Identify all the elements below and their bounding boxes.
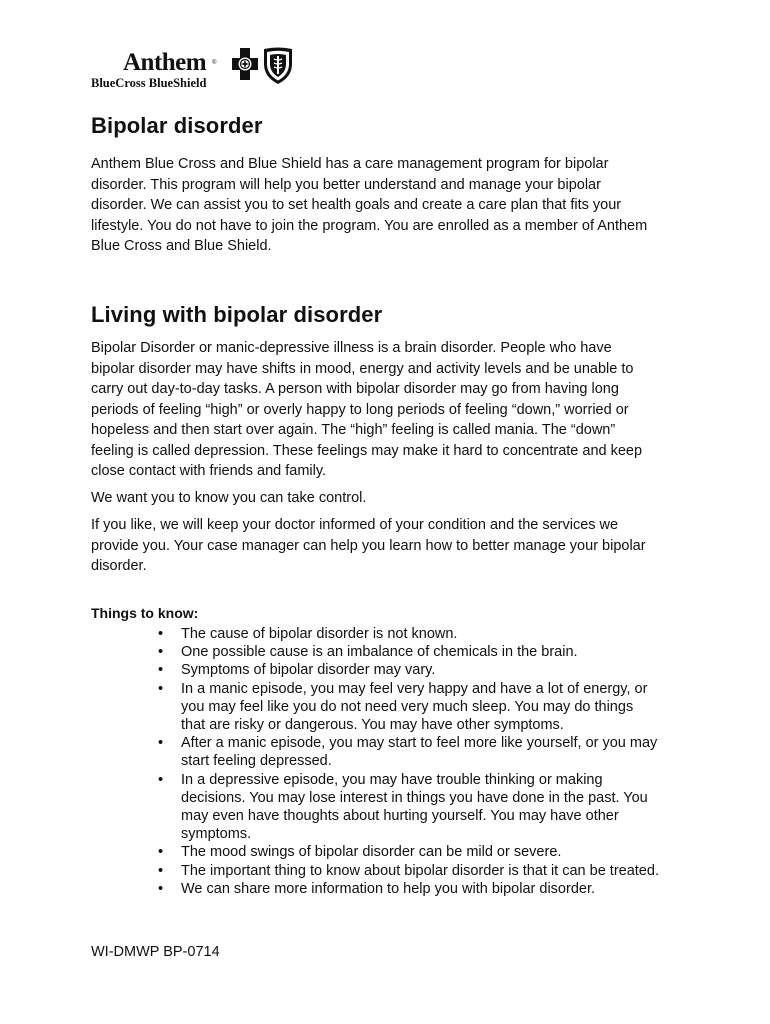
text-line: One possible cause is an imbalance of chemicals in the brain. xyxy=(181,644,578,661)
text-line: disorder. We can assist you to set health goals and create a care plan that fits your xyxy=(91,197,622,213)
living-paragraph-1 xyxy=(91,338,691,482)
text-line: that are risky or dangerous. You may have other symptoms. xyxy=(181,717,564,734)
list-item xyxy=(155,680,695,735)
text-line: symptoms. xyxy=(181,826,252,843)
text-line: start feeling depressed. xyxy=(181,753,332,770)
list-item xyxy=(155,843,695,861)
living-paragraph-2 xyxy=(91,488,691,509)
text-line: hopeless and then start over again. The “high” feeling is called mania. The “down” xyxy=(91,422,616,438)
section-title: Living with bipolar disorder xyxy=(91,302,383,327)
text-line: feeling is called depression. These feelings may make it hard to concentrate and keep xyxy=(91,442,643,459)
bullet-icon: • xyxy=(158,735,164,752)
text-line: disorder. This program will help you better understand and manage your bipolar xyxy=(91,176,601,193)
blue-shield-icon xyxy=(262,46,294,86)
list-item xyxy=(155,734,695,770)
text-line: We can share more information to help you with bipolar disorder. xyxy=(181,880,596,897)
bullet-icon: • xyxy=(158,862,164,879)
list-item xyxy=(155,661,695,679)
text-line: decisions. You may lose interest in things you have done in the past. You xyxy=(181,789,648,806)
bullet-icon: • xyxy=(158,880,164,897)
logo-sub-text: BlueCross BlueShield xyxy=(91,76,207,90)
intro-paragraph xyxy=(91,154,691,257)
text-line: The important thing to know about bipolar disorder is that it can be treated. xyxy=(181,862,659,879)
footer-document-code: WI-DMWP BP-0714 xyxy=(91,944,220,960)
text-line: The cause of bipolar disorder is not known. xyxy=(181,626,458,642)
text-line: In a manic episode, you may feel very happy and have a lot of energy, or xyxy=(181,680,648,697)
text-line: lifestyle. You do not have to join the program. You are enrolled as a member of Anthem xyxy=(91,217,648,234)
list-item xyxy=(155,643,695,661)
text-line: Anthem Blue Cross and Blue Shield has a care management program for bipolar xyxy=(91,156,609,172)
text-line: may even have thoughts about hurting yourself. You may have other xyxy=(181,808,619,825)
blue-cross-icon xyxy=(230,46,260,86)
text-line: close contact with friends and family. xyxy=(91,463,327,479)
logo-reg-mark: ® xyxy=(212,60,217,66)
anthem-logo xyxy=(90,46,310,92)
bullet-icon: • xyxy=(158,644,164,661)
things-to-know-list xyxy=(155,625,695,898)
text-line: Bipolar Disorder or manic-depressive illness is a brain disorder. People who have xyxy=(91,340,612,356)
text-line: After a manic episode, you may start to feel more like yourself, or you may xyxy=(181,735,658,752)
text-line: We want you to know you can take control. xyxy=(91,490,367,506)
text-line: you may feel like you do not need very much sleep. You may do things xyxy=(181,698,634,715)
text-line: disorder. xyxy=(91,558,147,574)
text-line: In a depressive episode, you may have trouble thinking or making xyxy=(181,771,603,788)
text-line: carry out day-to-day tasks. A person with bipolar disorder may go from having long xyxy=(91,381,619,397)
bullet-icon: • xyxy=(158,771,164,788)
bullet-icon: • xyxy=(158,844,164,861)
list-item xyxy=(155,880,695,898)
living-paragraph-3 xyxy=(91,515,691,577)
text-line: If you like, we will keep your doctor informed of your condition and the services we xyxy=(91,517,619,533)
text-line: provide you. Your case manager can help you learn how to better manage your bipolar xyxy=(91,537,646,554)
list-item xyxy=(155,862,695,880)
text-line: The mood swings of bipolar disorder can be mild or severe. xyxy=(181,844,562,861)
logo-brand-text: Anthem xyxy=(123,49,207,76)
page-title: Bipolar disorder xyxy=(91,113,263,138)
bullet-icon: • xyxy=(158,662,164,679)
bullet-icon: • xyxy=(158,626,164,642)
list-item xyxy=(155,771,695,844)
list-item xyxy=(155,625,695,643)
bullet-icon: • xyxy=(158,680,164,697)
text-line: Symptoms of bipolar disorder may vary. xyxy=(181,662,436,679)
text-line: periods of feeling “high” or overly happy to long periods of feeling “down,” worried or xyxy=(91,401,629,418)
text-line: bipolar disorder may have shifts in mood, energy and activity levels and be unable to xyxy=(91,360,634,377)
text-line: Blue Cross and Blue Shield. xyxy=(91,238,272,254)
things-to-know-heading: Things to know: xyxy=(91,605,199,621)
